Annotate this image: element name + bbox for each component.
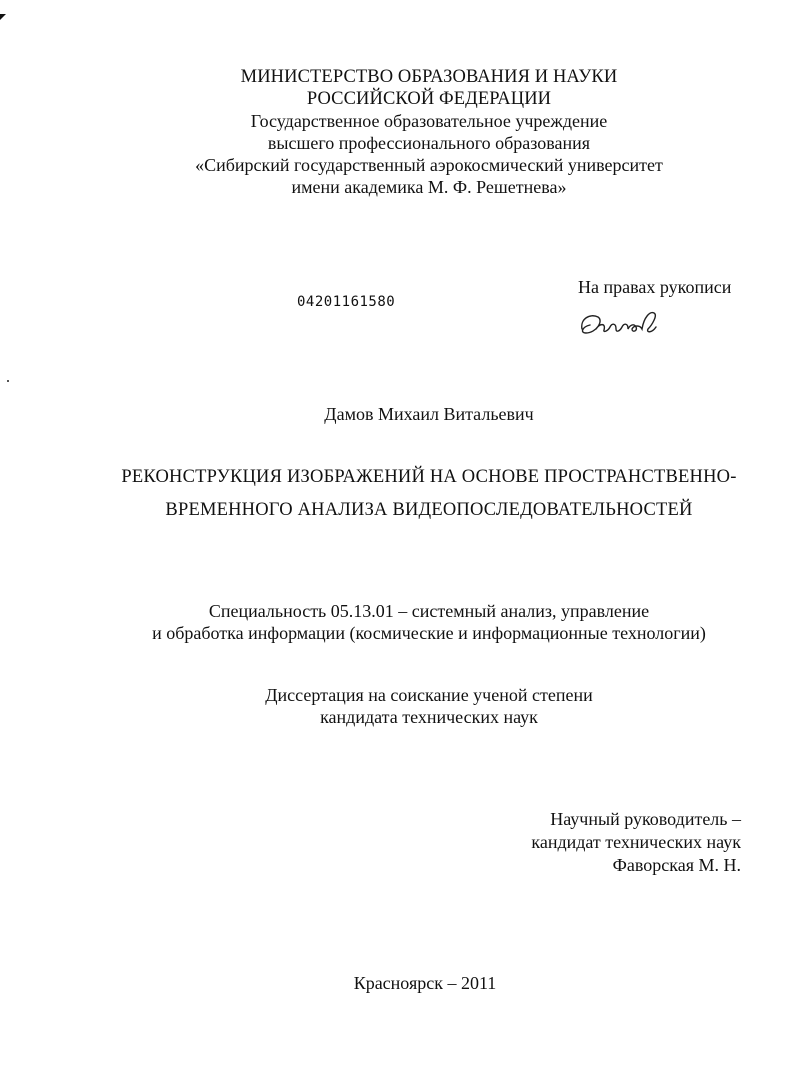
- degree-line-2: кандидата технических наук: [320, 707, 538, 727]
- supervisor-role: Научный руководитель –: [550, 809, 741, 829]
- supervisor-name: Фаворская М. Н.: [612, 855, 741, 875]
- title-line-2: ВРЕМЕННОГО АНАЛИЗА ВИДЕОПОСЛЕДОВАТЕЛЬНОСТЕЙ: [165, 500, 693, 520]
- degree-line-1: Диссертация на соискание ученой степени: [265, 685, 593, 705]
- author-name: Дамов Михаил Витальевич: [324, 404, 534, 424]
- city-year: Красноярск – 2011: [353, 973, 497, 993]
- institution-type-line-2: высшего профессионального образования: [267, 133, 591, 153]
- author-signature: [576, 303, 666, 339]
- scan-corner-mark: [0, 14, 6, 20]
- title-line-1: РЕКОНСТРУКЦИЯ ИЗОБРАЖЕНИЙ НА ОСНОВЕ ПРОСТРАНСТВЕННО-: [121, 467, 737, 487]
- manuscript-rights-label: На правах рукописи: [578, 277, 732, 297]
- institution-type-line-1: Государственное образовательное учреждение: [250, 111, 608, 131]
- ministry-line: МИНИСТЕРСТВО ОБРАЗОВАНИЯ И НАУКИ: [240, 67, 618, 87]
- university-line-2: имени академика М. Ф. Решетнева»: [291, 177, 567, 197]
- institution-header: [0, 66, 793, 198]
- registration-number: 04201161580: [297, 294, 396, 310]
- specialty-line-2: и обработка информации (космические и информационные технологии): [152, 623, 706, 643]
- specialty-block: [0, 600, 793, 644]
- federation-line: РОССИЙСКОЙ ФЕДЕРАЦИИ: [306, 89, 552, 109]
- scan-speck: [7, 380, 9, 382]
- degree-block: [0, 684, 793, 728]
- university-line-1: «Сибирский государственный аэрокосмический университет: [195, 155, 663, 175]
- dissertation-title: [0, 461, 793, 527]
- specialty-line-1: Специальность 05.13.01 – системный анализ, управление: [208, 601, 650, 621]
- supervisor-degree: кандидат технических наук: [531, 832, 741, 852]
- supervisor-block: [531, 808, 741, 877]
